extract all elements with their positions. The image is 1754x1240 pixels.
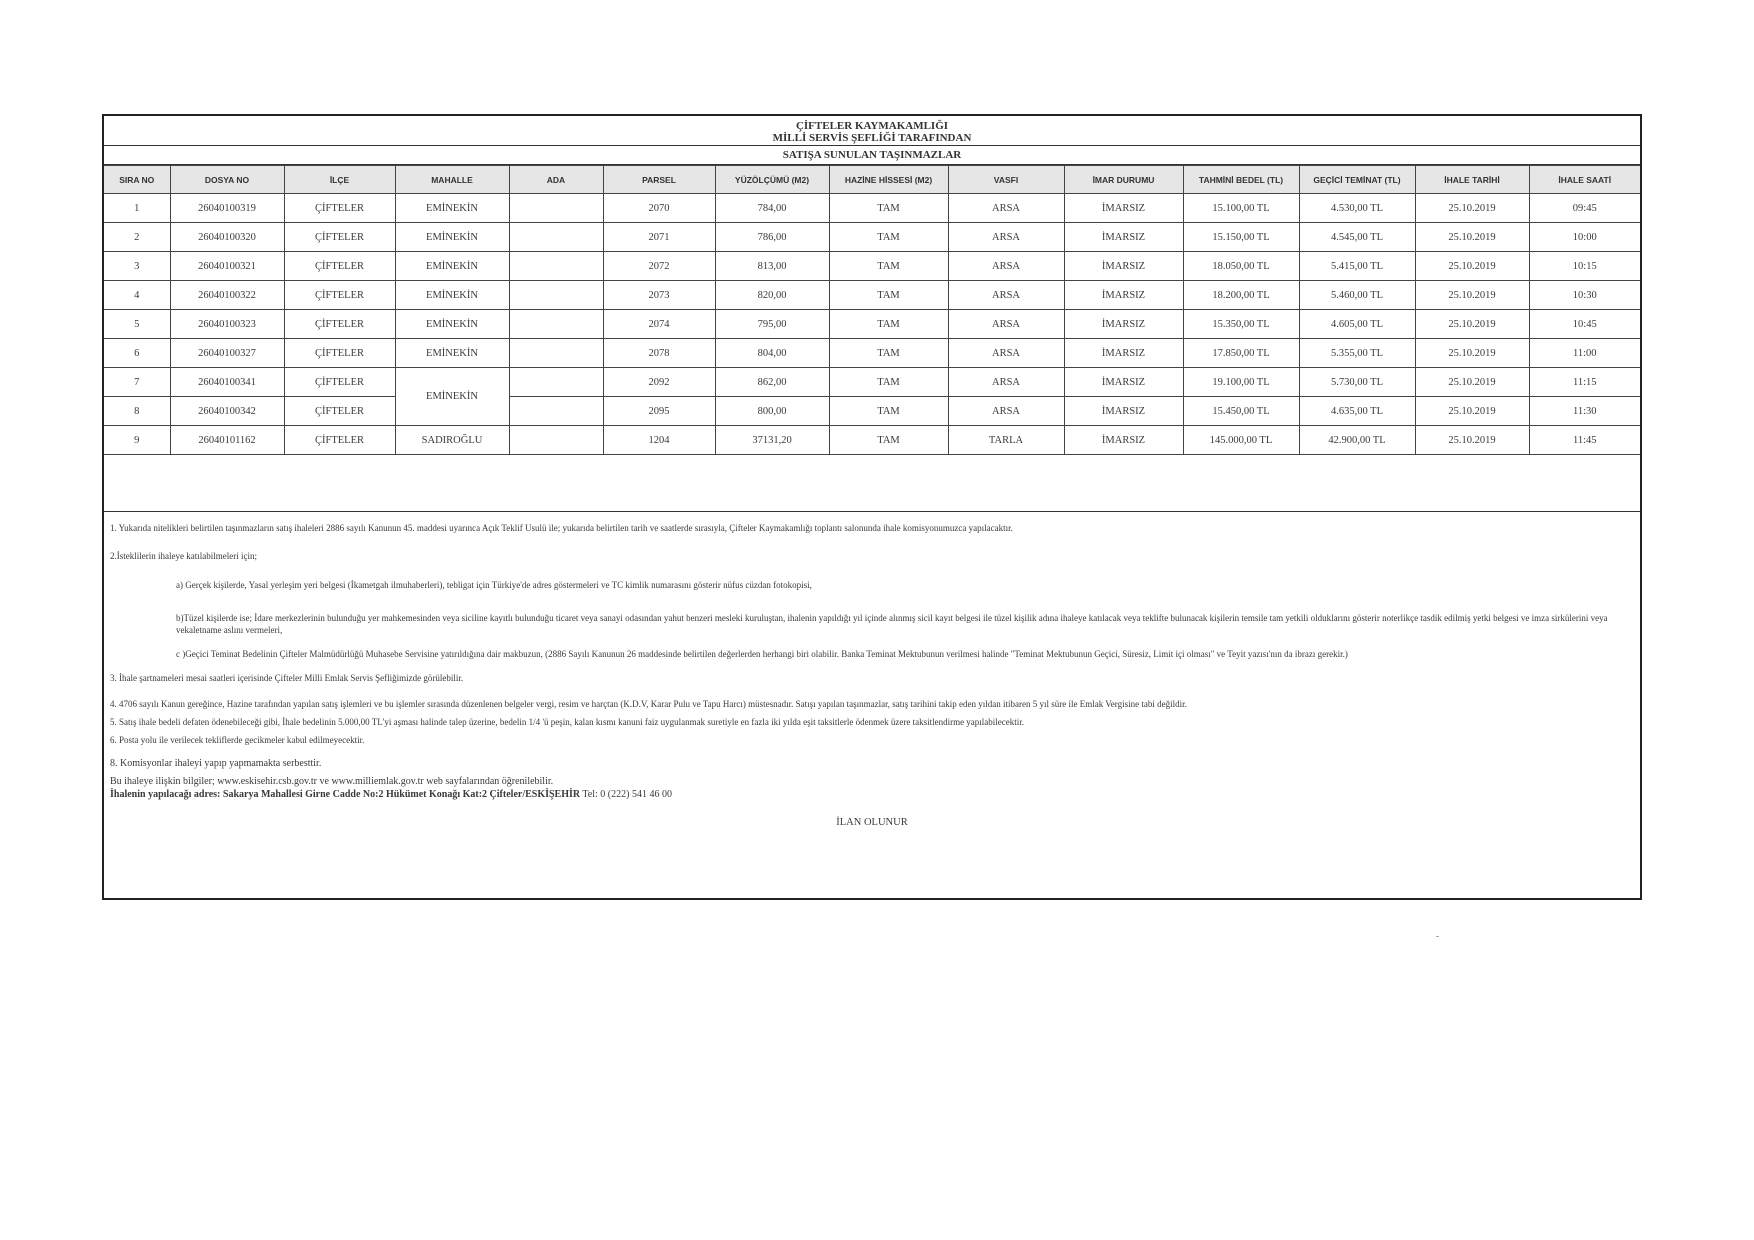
cell-yuzolcumu: 786,00 <box>715 223 829 252</box>
col-ihale-tarihi: İHALE TARİHİ <box>1415 166 1529 194</box>
cell-vasfi: ARSA <box>948 397 1064 426</box>
cell-hazine-hissesi: TAM <box>829 397 948 426</box>
table-row <box>104 368 1640 397</box>
cell-mahalle: EMİNEKİN <box>395 281 509 310</box>
cell-gecici-teminat: 42.900,00 TL <box>1299 426 1415 455</box>
cell-sira-no: 3 <box>104 252 170 281</box>
cell-imar-durumu: İMARSIZ <box>1064 397 1183 426</box>
cell-ada <box>509 310 603 339</box>
cell-gecici-teminat: 5.355,00 TL <box>1299 339 1415 368</box>
cell-yuzolcumu: 800,00 <box>715 397 829 426</box>
col-ada: ADA <box>509 166 603 194</box>
cell-mahalle: EMİNEKİN <box>395 194 509 223</box>
cell-ada <box>509 368 603 397</box>
cell-gecici-teminat: 4.635,00 TL <box>1299 397 1415 426</box>
cell-hazine-hissesi: TAM <box>829 252 948 281</box>
cell-dosya-no: 26040100319 <box>170 194 284 223</box>
cell-sira-no: 4 <box>104 281 170 310</box>
cell-sira-no: 1 <box>104 194 170 223</box>
cell-mahalle: SADIROĞLU <box>395 426 509 455</box>
cell-ilce: ÇİFTELER <box>284 252 395 281</box>
cell-imar-durumu: İMARSIZ <box>1064 223 1183 252</box>
cell-yuzolcumu: 862,00 <box>715 368 829 397</box>
cell-mahalle: EMİNEKİN <box>395 252 509 281</box>
address-tel: Tel: 0 (222) 541 46 00 <box>582 789 672 800</box>
cell-gecici-teminat: 5.460,00 TL <box>1299 281 1415 310</box>
cell-dosya-no: 26040100322 <box>170 281 284 310</box>
cell-dosya-no: 26040100341 <box>170 368 284 397</box>
header-line-2: MİLLİ SERVİS ŞEFLİĞİ TARAFINDAN <box>772 132 972 144</box>
table-header-row <box>104 166 1640 194</box>
cell-sira-no: 2 <box>104 223 170 252</box>
cell-ihale-tarihi: 25.10.2019 <box>1415 397 1529 426</box>
cell-tahmini-bedel: 17.850,00 TL <box>1183 339 1299 368</box>
cell-yuzolcumu: 804,00 <box>715 339 829 368</box>
cell-ada <box>509 194 603 223</box>
address-text: İhalenin yapılacağı adres: Sakarya Mahallesi Girne Cadde No:2 Hükümet Konağı Kat:2 Çifteler/ESKİŞEHİR <box>110 789 581 800</box>
col-dosya-no: DOSYA NO <box>170 166 284 194</box>
cell-hazine-hissesi: TAM <box>829 368 948 397</box>
cell-dosya-no: 26040100320 <box>170 223 284 252</box>
cell-ihale-tarihi: 25.10.2019 <box>1415 310 1529 339</box>
cell-ihale-tarihi: 25.10.2019 <box>1415 339 1529 368</box>
cell-vasfi: ARSA <box>948 368 1064 397</box>
table-row <box>104 339 1640 368</box>
cell-ilce: ÇİFTELER <box>284 310 395 339</box>
cell-parsel: 2070 <box>603 194 715 223</box>
cell-ihale-saati: 11:15 <box>1529 368 1640 397</box>
info-websites: Bu ihaleye ilişkin bilgiler; www.eskisehir.csb.gov.tr ve www.milliemlak.gov.tr web sayfalarından öğrenilebilir. <box>110 776 554 787</box>
cell-gecici-teminat: 4.530,00 TL <box>1299 194 1415 223</box>
cell-imar-durumu: İMARSIZ <box>1064 426 1183 455</box>
col-gecici-teminat: GEÇİCİ TEMİNAT (TL) <box>1299 166 1415 194</box>
col-mahalle: MAHALLE <box>395 166 509 194</box>
cell-tahmini-bedel: 15.100,00 TL <box>1183 194 1299 223</box>
cell-parsel: 2078 <box>603 339 715 368</box>
cell-vasfi: ARSA <box>948 223 1064 252</box>
cell-gecici-teminat: 5.730,00 TL <box>1299 368 1415 397</box>
document-header <box>104 116 1640 146</box>
cell-parsel: 2095 <box>603 397 715 426</box>
cell-parsel: 2074 <box>603 310 715 339</box>
table-row <box>104 281 1640 310</box>
col-parsel: PARSEL <box>603 166 715 194</box>
table-row <box>104 310 1640 339</box>
table-row <box>104 397 1640 426</box>
cell-yuzolcumu: 784,00 <box>715 194 829 223</box>
cell-sira-no: 6 <box>104 339 170 368</box>
cell-vasfi: ARSA <box>948 194 1064 223</box>
cell-hazine-hissesi: TAM <box>829 281 948 310</box>
cell-parsel: 2092 <box>603 368 715 397</box>
note-3: 3. İhale şartnameleri mesai saatleri içerisinde Çifteler Milli Emlak Servis Şefliğimizde görülebilir. <box>110 673 464 683</box>
col-tahmini-bedel: TAHMİNİ BEDEL (TL) <box>1183 166 1299 194</box>
cell-yuzolcumu: 820,00 <box>715 281 829 310</box>
cell-ada <box>509 223 603 252</box>
cell-sira-no: 8 <box>104 397 170 426</box>
table-row <box>104 426 1640 455</box>
cell-ilce: ÇİFTELER <box>284 426 395 455</box>
cell-gecici-teminat: 5.415,00 TL <box>1299 252 1415 281</box>
cell-imar-durumu: İMARSIZ <box>1064 194 1183 223</box>
note-4: 4. 4706 sayılı Kanun gereğince, Hazine tarafından yapılan satış işlemleri ve bu işlemler sırasında düzenlenen belgeler vergi, resim ve harçtan (K.D.V, Karar Pulu ve Tapu Harcı) müstesnadır. Satışı yapılan taşınmazlar, satış tarihini takip eden yıldan itibaren 5 yıl süre ile Emlak Vergisine tabi değildir. <box>110 699 1187 709</box>
cell-sira-no: 9 <box>104 426 170 455</box>
cell-ilce: ÇİFTELER <box>284 368 395 397</box>
cell-tahmini-bedel: 18.200,00 TL <box>1183 281 1299 310</box>
cell-hazine-hissesi: TAM <box>829 223 948 252</box>
cell-mahalle: EMİNEKİN <box>395 310 509 339</box>
cell-tahmini-bedel: 15.450,00 TL <box>1183 397 1299 426</box>
table-row <box>104 252 1640 281</box>
cell-ada <box>509 281 603 310</box>
cell-ilce: ÇİFTELER <box>284 397 395 426</box>
cell-dosya-no: 26040100327 <box>170 339 284 368</box>
table-blank-area <box>104 455 1640 512</box>
col-ilce: İLÇE <box>284 166 395 194</box>
note-5: 5. Satış ihale bedeli defaten ödenebileceği gibi, İhale bedelinin 5.000,00 TL'yi aşması halinde talep üzerine, bedelin 1/4 'ü peşin, kalan kısmı kanuni faiz uygulanmak suretiyle en fazla iki yılda eşit taksitlerle ödenmek üzere taksitlendirme yapılabilecektir. <box>110 717 1025 727</box>
cell-ada <box>509 397 603 426</box>
cell-tahmini-bedel: 19.100,00 TL <box>1183 368 1299 397</box>
cell-mahalle: EMİNEKİN <box>395 223 509 252</box>
cell-parsel: 2072 <box>603 252 715 281</box>
cell-tahmini-bedel: 145.000,00 TL <box>1183 426 1299 455</box>
cell-mahalle: EMİNEKİN <box>395 339 509 368</box>
cell-imar-durumu: İMARSIZ <box>1064 368 1183 397</box>
note-1: 1. Yukarıda nitelikleri belirtilen taşınmazların satış ihaleleri 2886 sayılı Kanunun 45. maddesi uyarınca Açık Teklif Usulü ile; yukarıda belirtilen tarih ve saatlerde sırasıyla, Çifteler Kaymakamlığı toplantı salonunda ihale komisyonumuzca yapılacaktır. <box>110 523 1013 533</box>
cell-parsel: 1204 <box>603 426 715 455</box>
col-hazine-hissesi: HAZİNE HİSSESİ (M2) <box>829 166 948 194</box>
cell-imar-durumu: İMARSIZ <box>1064 252 1183 281</box>
cell-imar-durumu: İMARSIZ <box>1064 281 1183 310</box>
cell-ihale-saati: 11:00 <box>1529 339 1640 368</box>
cell-ihale-saati: 11:30 <box>1529 397 1640 426</box>
cell-parsel: 2071 <box>603 223 715 252</box>
cell-ada <box>509 339 603 368</box>
property-table <box>104 165 1640 455</box>
cell-vasfi: ARSA <box>948 339 1064 368</box>
cell-parsel: 2073 <box>603 281 715 310</box>
note-8: 8. Komisyonlar ihaleyi yapıp yapmamakta serbesttir. <box>110 758 322 769</box>
col-imar-durumu: İMAR DURUMU <box>1064 166 1183 194</box>
auction-address <box>110 788 1634 801</box>
table-subtitle: SATIŞA SUNULAN TAŞINMAZLAR <box>104 146 1640 165</box>
cell-tahmini-bedel: 15.150,00 TL <box>1183 223 1299 252</box>
col-ihale-saati: İHALE SAATİ <box>1529 166 1640 194</box>
cell-yuzolcumu: 795,00 <box>715 310 829 339</box>
cell-hazine-hissesi: TAM <box>829 310 948 339</box>
cell-tahmini-bedel: 18.050,00 TL <box>1183 252 1299 281</box>
cell-ihale-saati: 10:30 <box>1529 281 1640 310</box>
cell-vasfi: ARSA <box>948 252 1064 281</box>
cell-gecici-teminat: 4.605,00 TL <box>1299 310 1415 339</box>
cell-sira-no: 7 <box>104 368 170 397</box>
cell-vasfi: ARSA <box>948 310 1064 339</box>
note-2a: a) Gerçek kişilerde, Yasal yerleşim yeri belgesi (İkametgah ilmuhaberleri), tebligat için Türkiye'de adres göstermeleri ve TC kimlik numarasını gösterir nüfus cüzdan fotokopisi, <box>176 580 812 590</box>
scan-speck <box>1436 936 1439 937</box>
cell-ada <box>509 252 603 281</box>
note-6: 6. Posta yolu ile verilecek tekliflerde gecikmeler kabul edilmeyecektir. <box>110 735 365 745</box>
cell-ihale-saati: 10:00 <box>1529 223 1640 252</box>
cell-hazine-hissesi: TAM <box>829 194 948 223</box>
cell-ilce: ÇİFTELER <box>284 339 395 368</box>
cell-yuzolcumu: 37131,20 <box>715 426 829 455</box>
cell-ada <box>509 426 603 455</box>
cell-ihale-saati: 10:15 <box>1529 252 1640 281</box>
cell-dosya-no: 26040100321 <box>170 252 284 281</box>
cell-ihale-tarihi: 25.10.2019 <box>1415 281 1529 310</box>
cell-ihale-tarihi: 25.10.2019 <box>1415 368 1529 397</box>
announcement-document <box>102 114 1642 900</box>
terms-notes <box>104 512 1640 829</box>
cell-hazine-hissesi: TAM <box>829 426 948 455</box>
cell-vasfi: TARLA <box>948 426 1064 455</box>
cell-vasfi: ARSA <box>948 281 1064 310</box>
col-sira-no: SIRA NO <box>104 166 170 194</box>
cell-dosya-no: 26040100342 <box>170 397 284 426</box>
cell-sira-no: 5 <box>104 310 170 339</box>
note-2c: c )Geçici Teminat Bedelinin Çifteler Malmüdürlüğü Muhasebe Servisine yatırıldığına dair makbuzun, (2886 Sayılı Kanunun 26 maddesinde belirtilen değerlerden herhangi biri olabilir. Banka Teminat Mektubunun verilmesi halinde "Teminat Mektubunun Geçici, Süresiz, Limit içi olması" ve Teyit yazısı'nın da ibrazı gerekir.) <box>176 649 1348 659</box>
note-2: 2.İsteklilerin ihaleye katılabilmeleri için; <box>110 551 257 561</box>
cell-ilce: ÇİFTELER <box>284 194 395 223</box>
table-row <box>104 223 1640 252</box>
cell-ihale-saati: 09:45 <box>1529 194 1640 223</box>
cell-dosya-no: 26040100323 <box>170 310 284 339</box>
cell-imar-durumu: İMARSIZ <box>1064 310 1183 339</box>
cell-gecici-teminat: 4.545,00 TL <box>1299 223 1415 252</box>
cell-ihale-saati: 10:45 <box>1529 310 1640 339</box>
col-vasfi: VASFI <box>948 166 1064 194</box>
col-yuzolcumu: YÜZÖLÇÜMÜ (M2) <box>715 166 829 194</box>
cell-ihale-saati: 11:45 <box>1529 426 1640 455</box>
ilan-olunur: İLAN OLUNUR <box>836 817 908 828</box>
cell-ihale-tarihi: 25.10.2019 <box>1415 223 1529 252</box>
table-row <box>104 194 1640 223</box>
cell-mahalle-merged: EMİNEKİN <box>395 368 509 426</box>
cell-tahmini-bedel: 15.350,00 TL <box>1183 310 1299 339</box>
cell-ilce: ÇİFTELER <box>284 223 395 252</box>
cell-ilce: ÇİFTELER <box>284 281 395 310</box>
cell-hazine-hissesi: TAM <box>829 339 948 368</box>
note-2b: b)Tüzel kişilerde ise; İdare merkezlerinin bulunduğu yer mahkemesinden veya siciline kayıtlı bulunduğu ticaret veya sanayi odasından yahut benzeri mesleki kuruluştan, ihalenin yapıldığı yıl içinde alınmış sicil kayıt belgesi ile tüzel kişilik adına ihaleye katılacak veya teklifte bulunacak kişilerin temsile tam yetkili olduklarını gösterir noterlikçe tasdik edilmiş yetki belgesi ve imza sirkülerini veya vekaletname aslını vermeleri, <box>176 613 1608 635</box>
cell-dosya-no: 26040101162 <box>170 426 284 455</box>
cell-ihale-tarihi: 25.10.2019 <box>1415 194 1529 223</box>
cell-yuzolcumu: 813,00 <box>715 252 829 281</box>
cell-imar-durumu: İMARSIZ <box>1064 339 1183 368</box>
cell-ihale-tarihi: 25.10.2019 <box>1415 252 1529 281</box>
header-line-1: ÇİFTELER KAYMAKAMLIĞI <box>795 120 949 132</box>
cell-ihale-tarihi: 25.10.2019 <box>1415 426 1529 455</box>
